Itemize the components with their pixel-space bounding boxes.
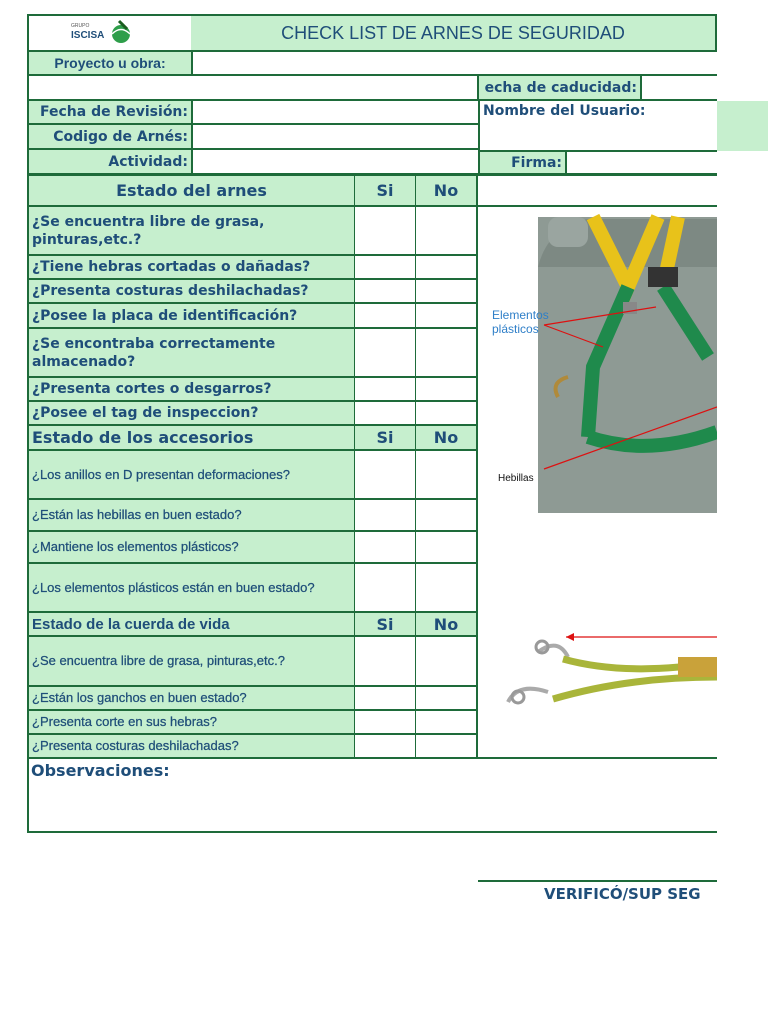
observations-label: Observaciones:: [31, 761, 170, 780]
no-check[interactable]: [416, 329, 478, 378]
yes-check[interactable]: [355, 500, 417, 532]
yes-check[interactable]: [355, 329, 417, 378]
accessories-section-title: Estado de los accesorios: [27, 426, 356, 451]
accessories-yes-header: Si: [355, 426, 417, 451]
yes-check[interactable]: [355, 256, 417, 280]
no-check[interactable]: [416, 378, 478, 402]
harness-yes-header: Si: [355, 174, 417, 207]
harness-question: ¿Tiene hebras cortadas o dañadas?: [27, 256, 356, 280]
no-check[interactable]: [416, 532, 478, 564]
yes-check[interactable]: [355, 280, 417, 304]
signature-field[interactable]: [567, 150, 717, 175]
yes-check[interactable]: [355, 304, 417, 329]
harness-question: ¿Se encuentra libre de grasa, pinturas,etc.?: [27, 207, 356, 256]
harness-question: ¿Posee la placa de identificación?: [27, 304, 356, 329]
no-check[interactable]: [416, 304, 478, 329]
yes-check[interactable]: [355, 687, 417, 711]
verified-label: VERIFICÓ/SUP SEG: [544, 885, 701, 903]
signature-label: Firma:: [478, 150, 567, 175]
no-check[interactable]: [416, 687, 478, 711]
yes-check[interactable]: [355, 564, 417, 613]
yes-check[interactable]: [355, 402, 417, 426]
no-check[interactable]: [416, 500, 478, 532]
activity-label: Actividad:: [27, 150, 193, 175]
no-check[interactable]: [416, 735, 478, 759]
harness-question: ¿Presenta cortes o desgarros?: [27, 378, 356, 402]
review-date-field[interactable]: [193, 101, 478, 125]
no-check[interactable]: [416, 564, 478, 613]
lifeline-section-title: Estado de la cuerda de vida: [27, 613, 356, 637]
harness-code-label: Codigo de Arnés:: [27, 125, 193, 150]
lifeline-question: ¿Están los ganchos en buen estado?: [27, 687, 356, 711]
yes-check[interactable]: [355, 637, 417, 687]
harness-question: ¿Se encontraba correctamente almacenado?: [27, 329, 356, 378]
no-check[interactable]: [416, 637, 478, 687]
harness-question: ¿Posee el tag de inspeccion?: [27, 402, 356, 426]
yes-check[interactable]: [355, 711, 417, 735]
lifeline-no-header: No: [416, 613, 478, 637]
expiry-field[interactable]: [642, 76, 717, 101]
no-check[interactable]: [416, 280, 478, 304]
accessory-question: ¿Los elementos plásticos están en buen estado?: [27, 564, 356, 613]
user-name-label: Nombre del Usuario:: [483, 103, 646, 119]
verified-line: [478, 880, 717, 882]
no-check[interactable]: [416, 402, 478, 426]
no-check[interactable]: [416, 256, 478, 280]
harness-code-field[interactable]: [193, 125, 478, 150]
review-date-label: Fecha de Revisión:: [27, 101, 193, 125]
blank-row: [27, 76, 478, 101]
activity-field[interactable]: [193, 150, 478, 175]
accessory-question: ¿Mantiene los elementos plásticos?: [27, 532, 356, 564]
lifeline-question: ¿Se encuentra libre de grasa, pinturas,etc.?: [27, 637, 356, 687]
header-blank-cell: [478, 174, 717, 207]
expiry-label: echa de caducidad:: [477, 76, 642, 101]
project-field[interactable]: [193, 52, 717, 76]
harness-section-title: Estado del arnes: [27, 174, 356, 207]
lifeline-question: ¿Presenta corte en sus hebras?: [27, 711, 356, 735]
yes-check[interactable]: [355, 532, 417, 564]
yes-check[interactable]: [355, 735, 417, 759]
harness-no-header: No: [416, 174, 478, 207]
logo-brand-text: ISCISA: [71, 30, 105, 41]
page-title: CHECK LIST DE ARNES DE SEGURIDAD: [191, 14, 717, 52]
logo-small-text: GRUPO: [71, 23, 90, 29]
yes-check[interactable]: [355, 451, 417, 500]
logo-cell: [27, 14, 193, 52]
lifeline-yes-header: Si: [355, 613, 417, 637]
plastic-elements-label: Elementos plásticos: [492, 308, 549, 336]
user-name-field[interactable]: [717, 101, 768, 151]
yes-check[interactable]: [355, 378, 417, 402]
lifeline-question: ¿Presenta costuras deshilachadas?: [27, 735, 356, 759]
yes-check[interactable]: [355, 207, 417, 256]
project-label: Proyecto u obra:: [27, 52, 193, 76]
no-check[interactable]: [416, 711, 478, 735]
accessory-question: ¿Están las hebillas en buen estado?: [27, 500, 356, 532]
buckles-label: Hebillas: [498, 473, 534, 484]
no-check[interactable]: [416, 207, 478, 256]
accessories-no-header: No: [416, 426, 478, 451]
no-check[interactable]: [416, 451, 478, 500]
accessory-question: ¿Los anillos en D presentan deformaciones?: [27, 451, 356, 500]
harness-image-panel: [478, 207, 717, 759]
harness-question: ¿Presenta costuras deshilachadas?: [27, 280, 356, 304]
